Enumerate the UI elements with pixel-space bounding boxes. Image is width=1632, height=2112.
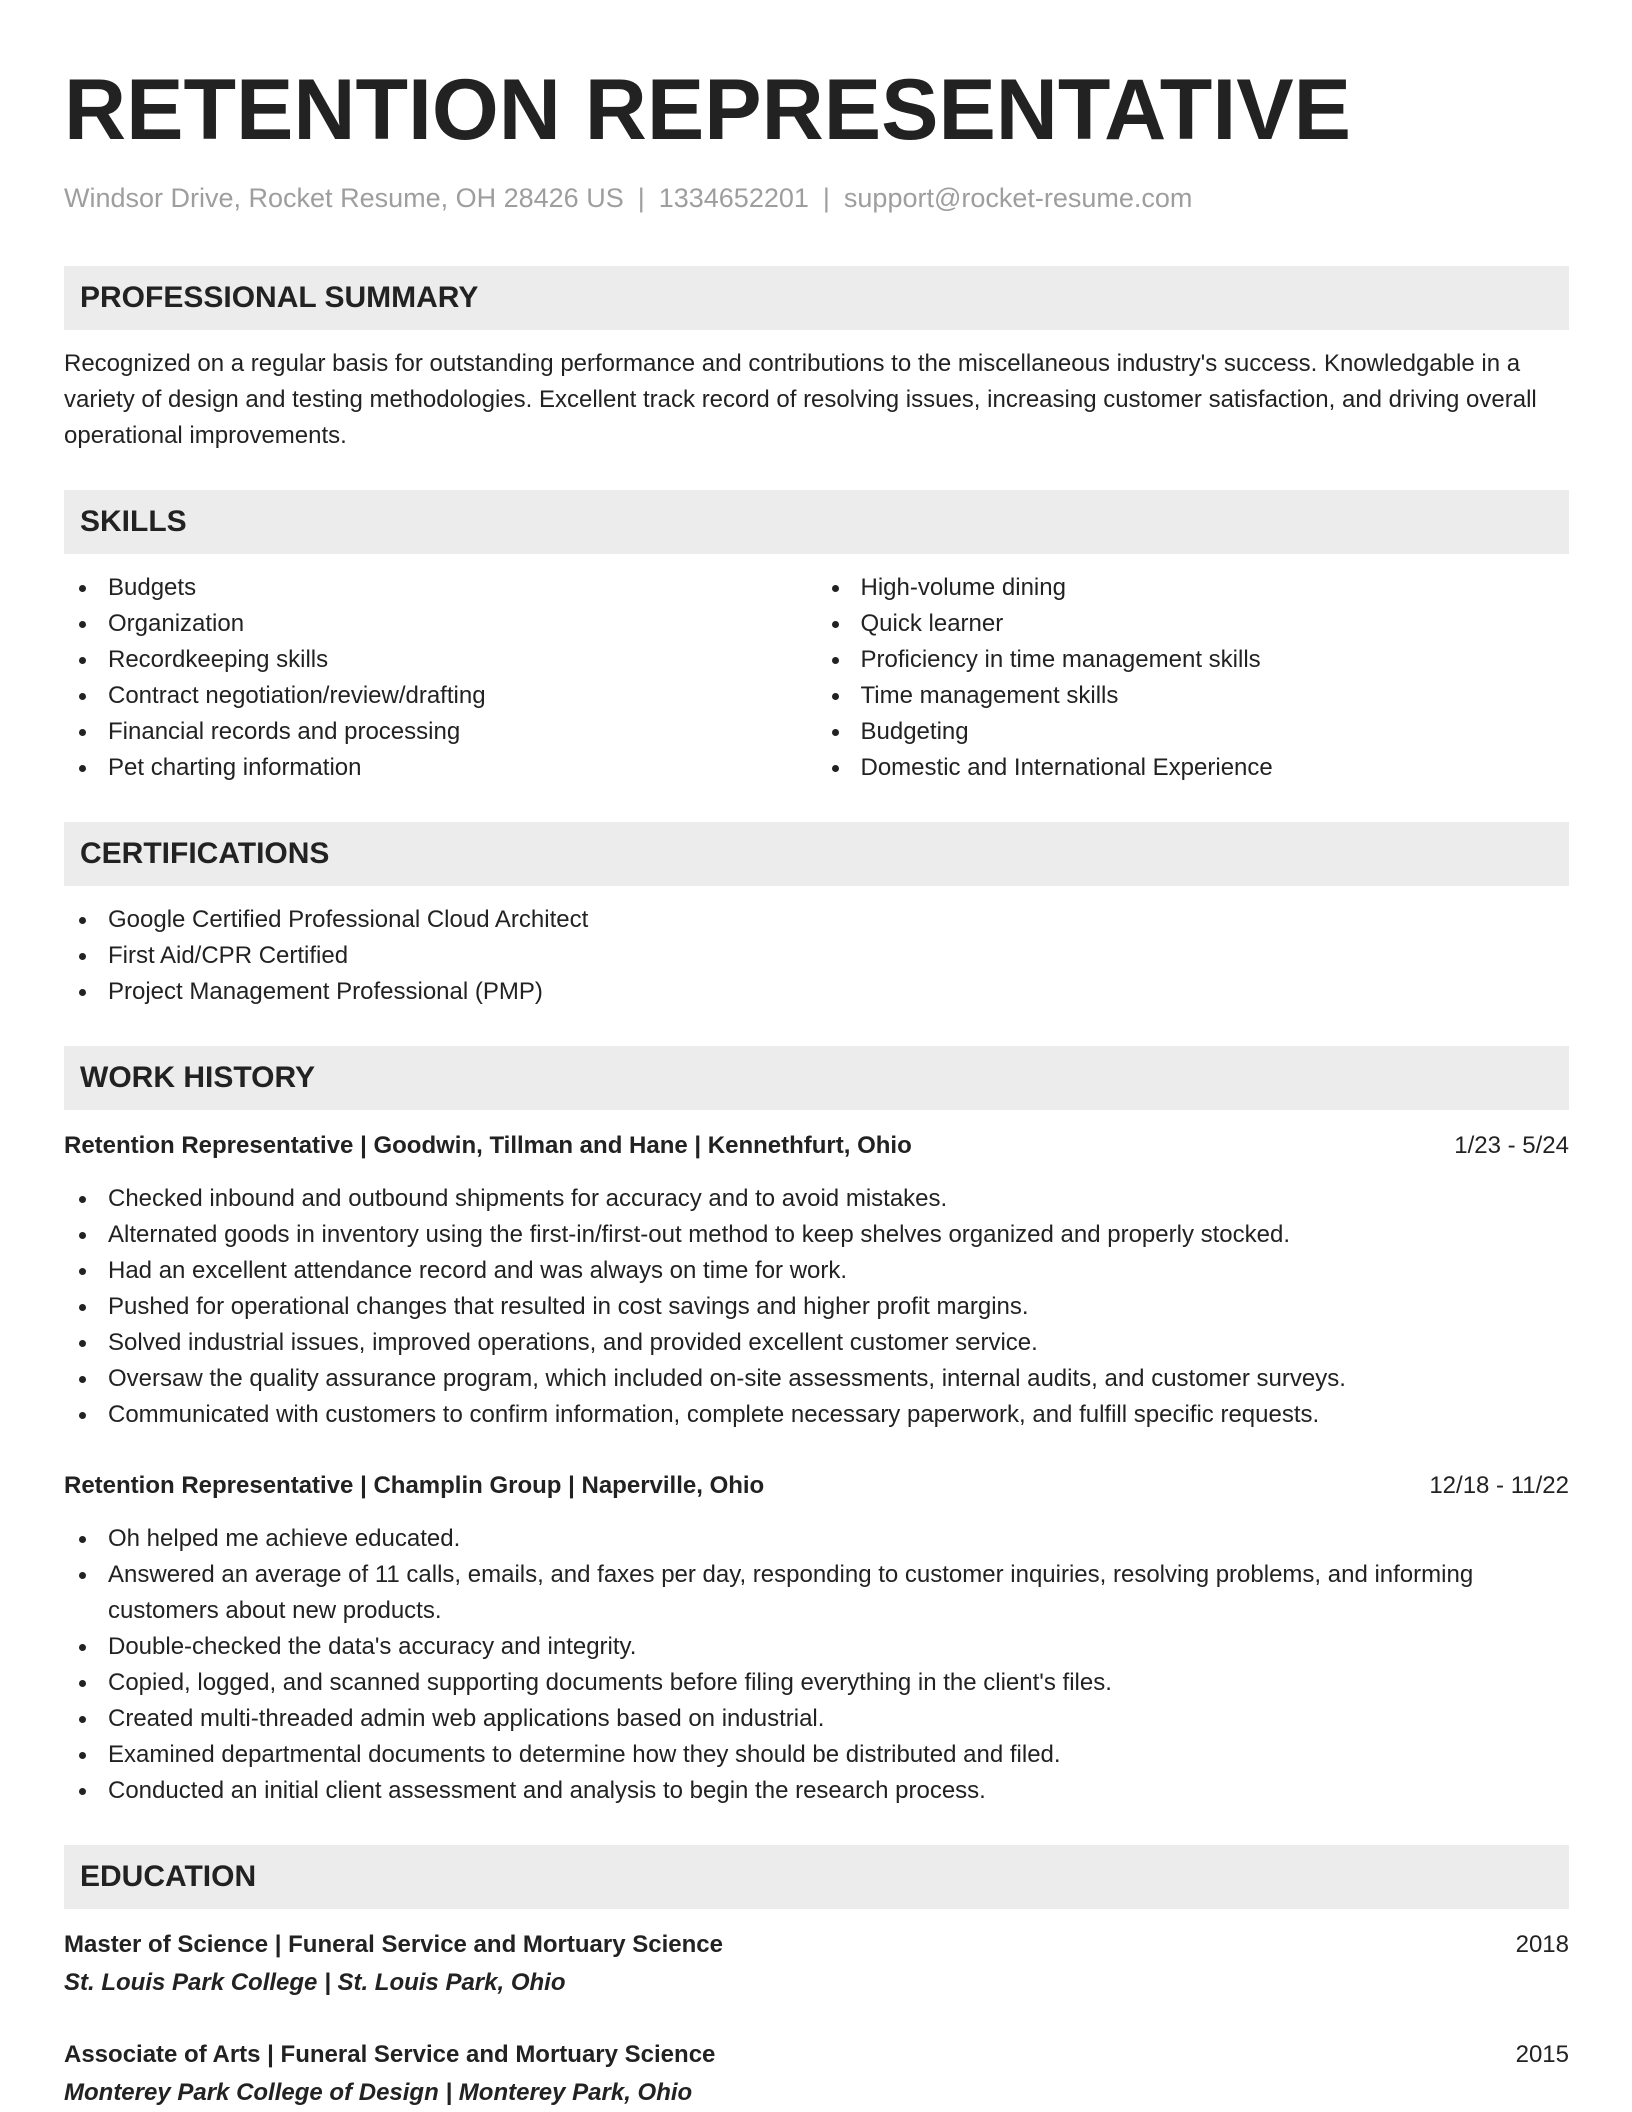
contact-separator: | xyxy=(637,183,645,213)
contact-phone: 1334652201 xyxy=(658,183,809,213)
job-dates: 1/23 - 5/24 xyxy=(1454,1132,1569,1159)
skills-column-left xyxy=(64,570,817,786)
education-school: St. Louis Park College | St. Louis Park, Ohio xyxy=(64,1969,566,1996)
section-heading-certifications: CERTIFICATIONS xyxy=(64,822,1569,886)
job-title: Retention Representative | Goodwin, Tillman and Hane | Kennethfurt, Ohio xyxy=(64,1132,912,1159)
skills-list xyxy=(64,570,1569,786)
job-entry xyxy=(64,1468,1569,1809)
job-bullet: Alternated goods in inventory using the first-in/first-out method to keep shelves organized and properly stocked. xyxy=(64,1217,1569,1253)
education-entry xyxy=(64,1927,1569,2001)
job-bullet: Conducted an initial client assessment and analysis to begin the research process. xyxy=(64,1773,1569,1809)
job-bullet: Double-checked the data's accuracy and integrity. xyxy=(64,1629,1569,1665)
skill-item: Financial records and processing xyxy=(64,714,817,750)
certification-item: Google Certified Professional Cloud Architect xyxy=(64,902,1569,938)
job-bullet: Communicated with customers to confirm information, complete necessary paperwork, and fulfill specific requests. xyxy=(64,1397,1569,1433)
education-entry xyxy=(64,2037,1569,2111)
job-bullet: Pushed for operational changes that resulted in cost savings and higher profit margins. xyxy=(64,1289,1569,1325)
contact-separator: | xyxy=(822,183,830,213)
skills-column-right xyxy=(817,570,1570,786)
section-heading-summary: PROFESSIONAL SUMMARY xyxy=(64,266,1569,330)
section-heading-education: EDUCATION xyxy=(64,1845,1569,1909)
contact-line xyxy=(64,180,1569,216)
job-bullet: Examined departmental documents to determine how they should be distributed and filed. xyxy=(64,1737,1569,1773)
job-dates: 12/18 - 11/22 xyxy=(1429,1472,1569,1499)
certifications-list xyxy=(64,902,1569,1010)
section-heading-work-history: WORK HISTORY xyxy=(64,1046,1569,1110)
job-bullet: Created multi-threaded admin web applications based on industrial. xyxy=(64,1701,1569,1737)
job-bullet: Answered an average of 11 calls, emails, and faxes per day, responding to customer inquiries, resolving problems, and informing customers about new products. xyxy=(64,1557,1569,1629)
job-bullet: Solved industrial issues, improved operations, and provided excellent customer service. xyxy=(64,1325,1569,1361)
summary-text: Recognized on a regular basis for outstanding performance and contributions to the miscellaneous industry's success. Knowledgable in a variety of design and testing methodologies. Excellent track record of resolving issues, increasing customer satisfaction, and driving overall operational improvements. xyxy=(64,350,1537,449)
candidate-title: RETENTION REPRESENTATIVE xyxy=(64,62,1351,158)
job-bullet: Oversaw the quality assurance program, which included on-site assessments, internal audits, and customer surveys. xyxy=(64,1361,1569,1397)
skill-item: Pet charting information xyxy=(64,750,817,786)
skill-item: Proficiency in time management skills xyxy=(817,642,1570,678)
skill-item: Budgeting xyxy=(817,714,1570,750)
skill-item: Contract negotiation/review/drafting xyxy=(64,678,817,714)
section-heading-skills: SKILLS xyxy=(64,490,1569,554)
contact-email: support@rocket-resume.com xyxy=(843,183,1193,213)
education-degree: Master of Science | Funeral Service and Mortuary Science xyxy=(64,1931,723,1958)
skill-item: Time management skills xyxy=(817,678,1570,714)
education-year: 2018 xyxy=(1515,1931,1569,1958)
skill-item: High-volume dining xyxy=(817,570,1570,606)
job-title: Retention Representative | Champlin Group | Naperville, Ohio xyxy=(64,1472,765,1499)
job-bullet: Checked inbound and outbound shipments for accuracy and to avoid mistakes. xyxy=(64,1181,1569,1217)
job-header xyxy=(64,1128,1569,1164)
skill-item: Recordkeeping skills xyxy=(64,642,817,678)
education-school: Monterey Park College of Design | Monterey Park, Ohio xyxy=(64,2079,693,2106)
contact-address: Windsor Drive, Rocket Resume, OH 28426 US xyxy=(64,183,624,213)
certification-item: First Aid/CPR Certified xyxy=(64,938,1569,974)
certification-item: Project Management Professional (PMP) xyxy=(64,974,1569,1010)
job-bullet: Oh helped me achieve educated. xyxy=(64,1521,1569,1557)
education-year: 2015 xyxy=(1515,2041,1569,2068)
job-bullets xyxy=(64,1521,1569,1809)
skill-item: Budgets xyxy=(64,570,817,606)
skill-item: Domestic and International Experience xyxy=(817,750,1570,786)
job-bullet: Copied, logged, and scanned supporting documents before filing everything in the client's files. xyxy=(64,1665,1569,1701)
job-entry xyxy=(64,1128,1569,1433)
job-bullet: Had an excellent attendance record and was always on time for work. xyxy=(64,1253,1569,1289)
education-degree: Associate of Arts | Funeral Service and Mortuary Science xyxy=(64,2041,716,2068)
job-header xyxy=(64,1468,1569,1504)
job-bullets xyxy=(64,1181,1569,1433)
education-header xyxy=(64,2037,1569,2073)
education-header xyxy=(64,1927,1569,1963)
skill-item: Quick learner xyxy=(817,606,1570,642)
skill-item: Organization xyxy=(64,606,817,642)
